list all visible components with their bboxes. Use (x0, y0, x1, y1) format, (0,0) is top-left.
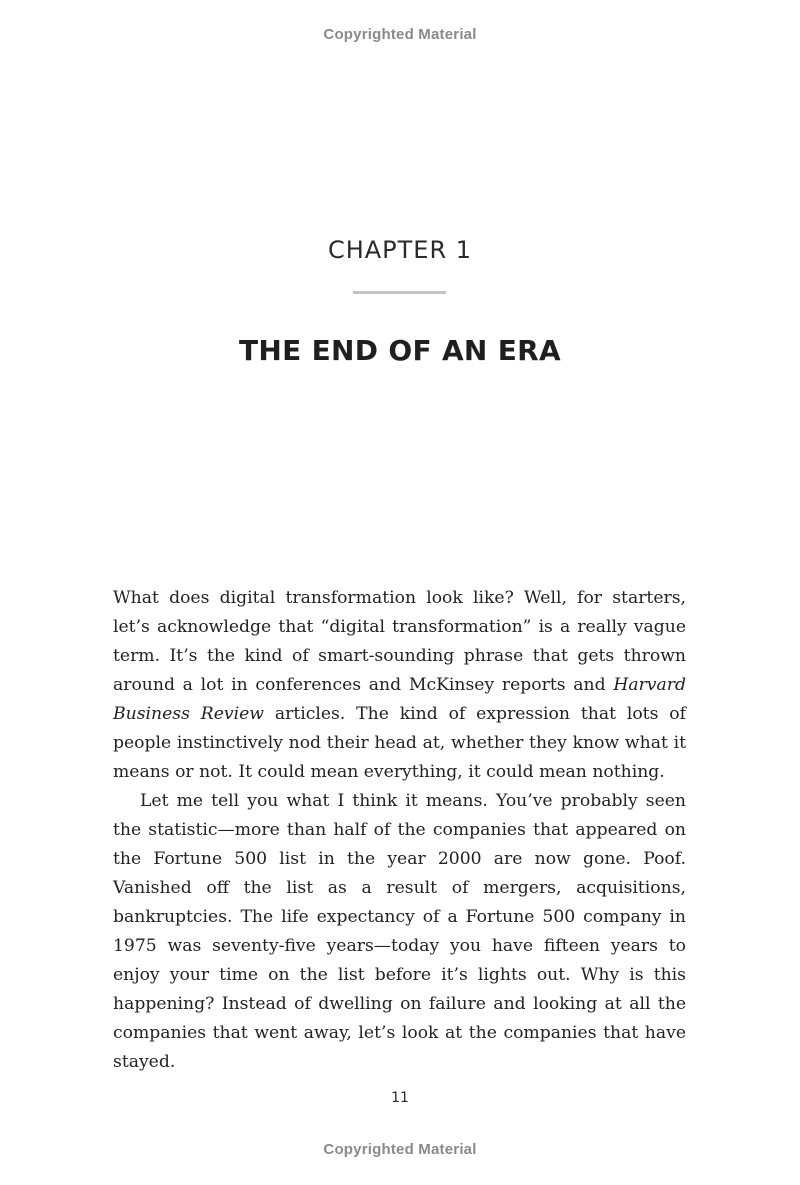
paragraph-1-text-a: What does digital transformation look like? Well, for starters, let’s acknowledge that “digital transformation” is a really vague term. It’s the kind of smart-sounding phrase that gets thrown around a lot in conferences and McKinsey reports and (113, 588, 686, 695)
chapter-divider (353, 291, 446, 294)
paragraph-1 (113, 584, 686, 787)
copyright-watermark-bottom: Copyrighted Material (323, 1141, 477, 1158)
paragraph-1-text-b: articles. The kind of expression that lots of people instinctively nod their head at, whether they know what it means or not. It could mean everything, it could mean nothing. (113, 704, 686, 782)
chapter-label: CHAPTER 1 (327, 236, 473, 264)
chapter-body (113, 584, 686, 1077)
copyright-watermark-top: Copyrighted Material (323, 26, 477, 43)
paragraph-2: Let me tell you what I think it means. You’ve probably seen the statistic—more than half of the companies that appeared on the Fortune 500 list in the year 2000 are now gone. Poof. Vanished off the list as a result of mergers, acquisitions, bankruptcies. The life expectancy of a Fortune 500 company in 1975 was seventy-five years—today you have fifteen years to enjoy your time on the list before it’s lights out. Why is this happening? Instead of dwelling on failure and looking at all the companies that went away, let’s look at the companies that have stayed. (113, 791, 686, 1072)
paragraph-1-italic-title: Harvard Business Review (113, 675, 686, 724)
chapter-title: THE END OF AN ERA (239, 334, 561, 367)
page-number: 11 (391, 1090, 409, 1106)
